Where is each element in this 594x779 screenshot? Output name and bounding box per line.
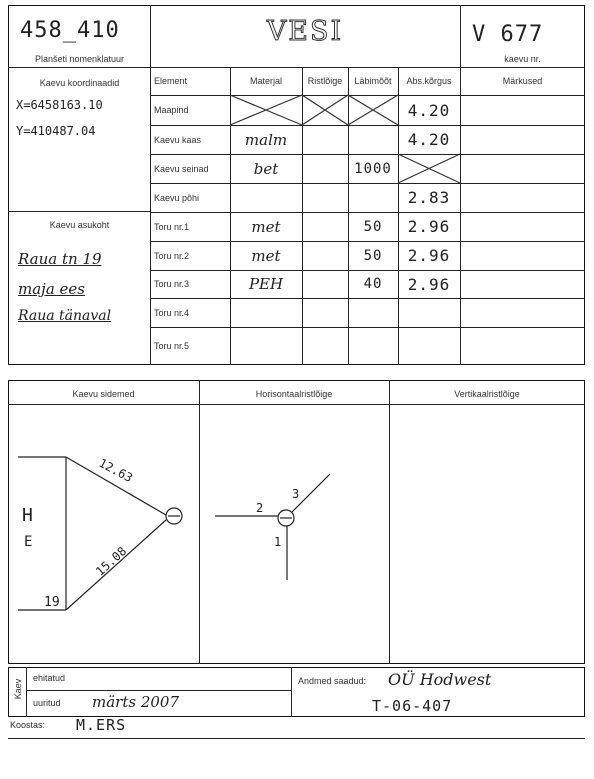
material-cell: malm: [244, 130, 288, 149]
pipe-3-label: 3: [292, 487, 300, 501]
built-label: ehitatud: [33, 673, 66, 683]
table-header-notes: Märkused: [502, 76, 543, 86]
table-header-material: Materjal: [249, 76, 282, 86]
house-number-label: 19: [44, 595, 60, 610]
location-line-2: maja ees: [18, 280, 85, 298]
data-source-label: Andmed saadud:: [298, 676, 367, 686]
element-cell: Maapind: [154, 105, 189, 115]
element-cell: Kaevu seinad: [154, 163, 209, 174]
planset-number: 458_410: [20, 18, 120, 43]
data-source-value: OÜ Hodwest: [388, 670, 492, 689]
pipe-2-label: 2: [256, 501, 264, 515]
element-cell: Toru nr.2: [154, 250, 190, 261]
element-cell: Toru nr.4: [154, 307, 190, 318]
material-cell: PEH: [248, 275, 284, 293]
height-cell: 2.83: [407, 188, 451, 207]
distance-bottom-label: 15.08: [93, 544, 130, 579]
table-header-height: Abs.kõrgus: [406, 76, 452, 86]
table-header-element: Element: [154, 76, 188, 86]
location-line-3: Raua tänaval: [18, 308, 112, 324]
well-number: V 677: [472, 22, 544, 47]
height-cell: 4.20: [407, 100, 451, 120]
surveyed-value: märts 2007: [92, 693, 180, 711]
coordinates-label: Kaevu koordinaadid: [39, 78, 120, 88]
height-cell: 2.96: [407, 246, 451, 265]
element-cell: Toru nr.1: [154, 221, 190, 232]
diameter-cell: 50: [363, 218, 383, 235]
element-cell: Kaevu kaas: [154, 134, 202, 145]
surveyed-label: uuritud: [33, 698, 61, 708]
compiler-label: Koostas:: [10, 720, 46, 730]
location-line-1: Raua tn 19: [18, 250, 102, 268]
panel-title-horizontal: Horisontaalristlõige: [255, 389, 333, 399]
height-cell: 4.20: [407, 130, 451, 149]
diameter-cell: 1000: [354, 160, 392, 177]
diameter-cell: 50: [363, 247, 383, 264]
table-header-diameter: Läbimõõt: [354, 76, 392, 86]
material-cell: met: [251, 246, 281, 265]
pipe-1-label: 1: [274, 535, 282, 549]
compiler-value: M.ERS: [76, 716, 127, 734]
panel-title-vertical: Vertikaalristlõige: [454, 389, 520, 399]
material-cell: bet: [253, 159, 279, 178]
material-cell: met: [251, 217, 281, 236]
he-label-e: E: [24, 534, 33, 550]
height-cell: 2.96: [407, 274, 451, 294]
coordinate-y: Y=410487.04: [16, 124, 96, 138]
diameter-cell: 40: [363, 276, 383, 292]
element-cell: Toru nr.3: [154, 279, 190, 289]
table-header-cross: Ristlõige: [307, 76, 343, 86]
coordinate-x: X=6458163.10: [16, 98, 103, 112]
well-number-label: kaevu nr.: [504, 54, 541, 64]
panel-title-connections: Kaevu sidemed: [72, 389, 135, 399]
planset-label: Planšeti nomenklatuur: [34, 54, 125, 64]
footer-side-label: Kaev: [13, 678, 23, 700]
element-cell: Toru nr.5: [154, 341, 190, 351]
data-source-code: T-06-407: [372, 697, 453, 715]
location-label: Kaevu asukoht: [49, 220, 110, 230]
element-cell: Kaevu põhi: [154, 192, 200, 203]
he-label-h: H: [22, 505, 33, 526]
height-cell: 2.96: [407, 217, 451, 236]
distance-top-label: 12.63: [96, 455, 135, 486]
page-title: VESI: [266, 16, 344, 47]
